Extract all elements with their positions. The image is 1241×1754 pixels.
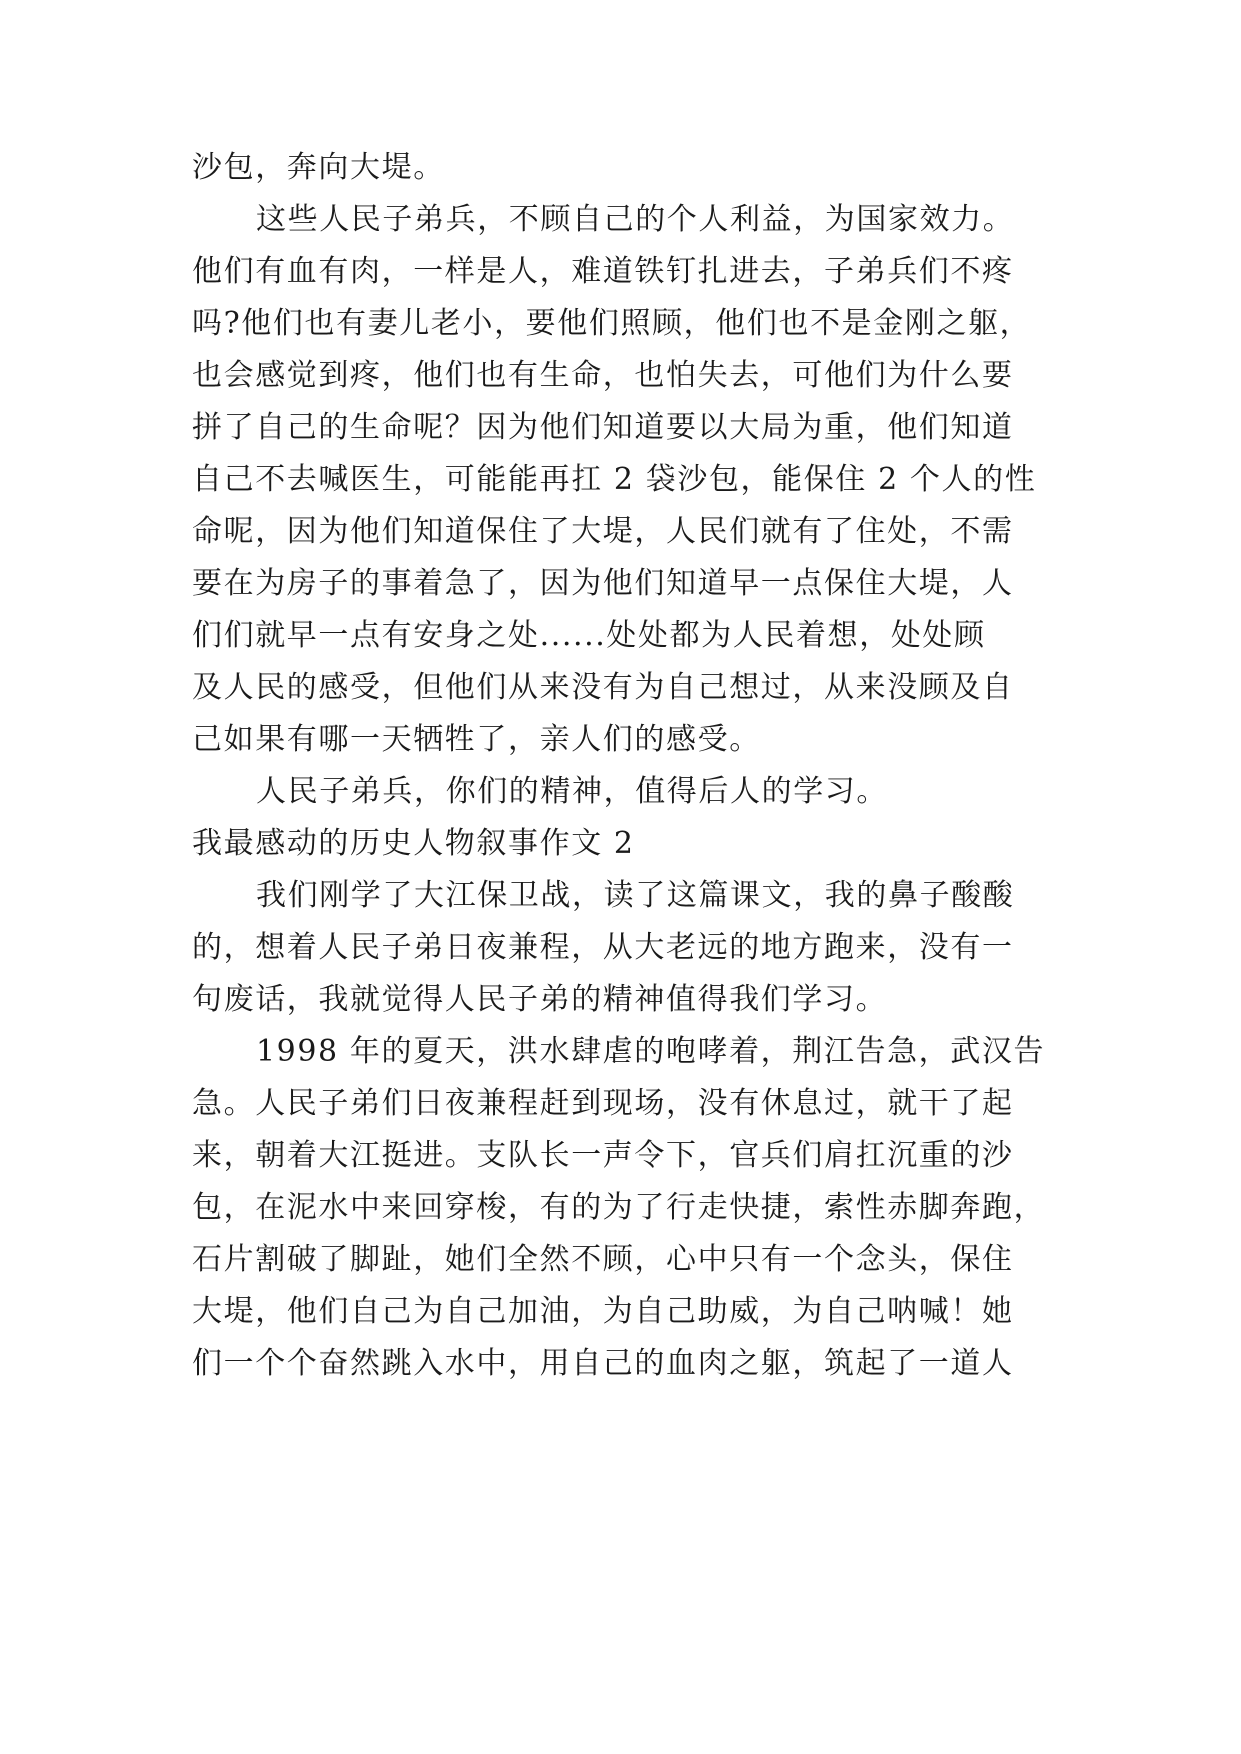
text-line: 来，朝着大江挺进。支队长一声令下，官兵们肩扛沉重的沙 <box>192 1138 1014 1173</box>
text-line: 的，想着人民子弟日夜兼程，从大老远的地方跑来，没有一 <box>192 930 1014 965</box>
text-line: 们一个个奋然跳入水中，用自己的血肉之躯，筑起了一道人 <box>192 1346 1014 1381</box>
text-line: 他们有血有肉，一样是人，难道铁钉扎进去，子弟兵们不疼 <box>192 254 1014 289</box>
text-line: 要在为房子的事着急了，因为他们知道早一点保住大堤，人 <box>192 566 1014 601</box>
paragraph-first-line: 我们刚学了大江保卫战，读了这篇课文，我的鼻子酸酸 <box>256 878 1015 913</box>
text-line: 吗?他们也有妻儿老小，要他们照顾，他们也不是金刚之躯， <box>192 306 1032 341</box>
text-line: 沙包，奔向大堤。 <box>192 150 445 185</box>
text-line: 及人民的感受，但他们从来没有为自己想过，从来没顾及自 <box>192 670 1014 705</box>
text-line: 自己不去喊医生，可能能再扛 2 袋沙包，能保住 2 个人的性 <box>192 462 1037 497</box>
paragraph-first-line: 人民子弟兵，你们的精神，值得后人的学习。 <box>256 774 888 809</box>
paragraph-first-line: 1998 年的夏天，洪水肆虐的咆哮着，荆江告急，武汉告 <box>256 1034 1046 1069</box>
text-line: 句废话，我就觉得人民子弟的精神值得我们学习。 <box>192 982 888 1017</box>
text-line: 急。人民子弟们日夜兼程赶到现场，没有休息过，就干了起 <box>192 1086 1014 1121</box>
text-line: 石片割破了脚趾，她们全然不顾，心中只有一个念头，保住 <box>192 1242 1014 1277</box>
section-heading: 我最感动的历史人物叙事作文 2 <box>192 826 635 861</box>
text-line: 拼了自己的生命呢？因为他们知道要以大局为重，他们知道 <box>192 410 1014 445</box>
text-line: 也会感觉到疼，他们也有生命，也怕失去，可他们为什么要 <box>192 358 1014 393</box>
text-line: 大堤，他们自己为自己加油，为自己助威，为自己呐喊！她 <box>192 1294 1014 1329</box>
text-line: 己如果有哪一天牺牲了，亲人们的感受。 <box>192 722 761 757</box>
text-line: 们们就早一点有安身之处......处处都为人民着想，处处顾 <box>192 618 986 653</box>
text-line: 命呢，因为他们知道保住了大堤，人民们就有了住处，不需 <box>192 514 1014 549</box>
text-line: 包，在泥水中来回穿梭，有的为了行走快捷，索性赤脚奔跑， <box>192 1190 1046 1225</box>
paragraph-first-line: 这些人民子弟兵，不顾自己的个人利益，为国家效力。 <box>256 202 1015 237</box>
